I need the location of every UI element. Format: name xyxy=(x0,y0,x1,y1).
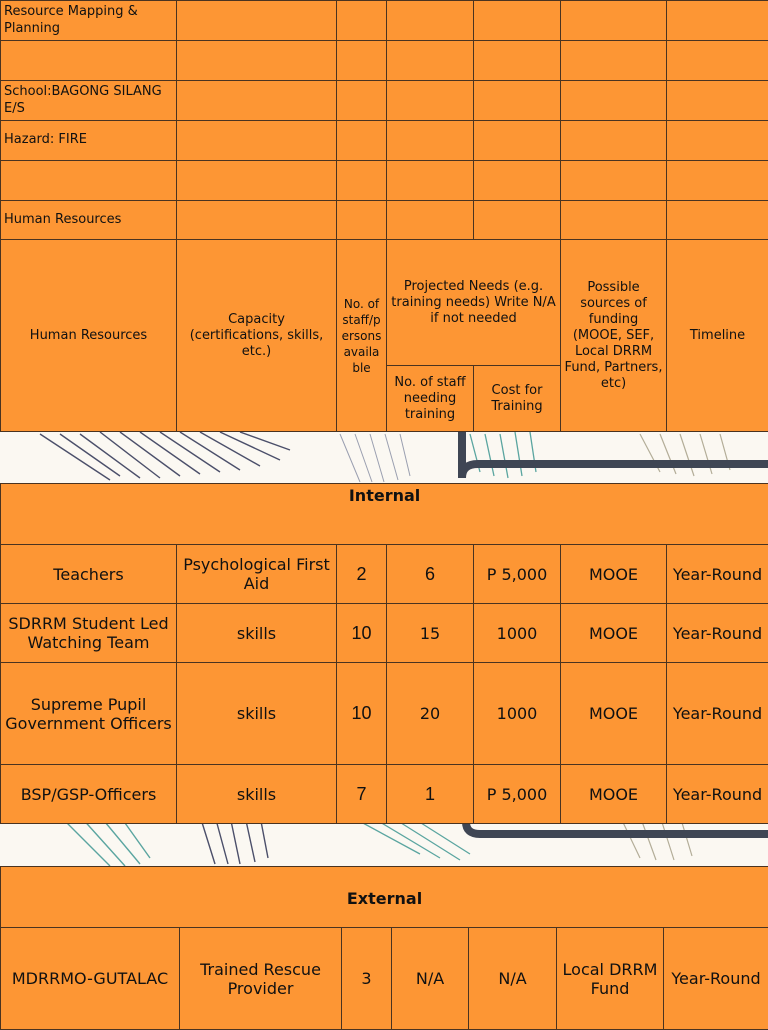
header-cost-for-training: Cost for Training xyxy=(474,366,561,432)
header-table xyxy=(0,239,768,432)
external-table xyxy=(0,866,768,1030)
table-row xyxy=(1,41,768,81)
header-timeline: Timeline xyxy=(667,240,768,432)
table-row xyxy=(1,201,768,241)
decorative-band xyxy=(0,432,768,484)
header-funding: Possible sources of funding (MOOE, SEF, Local DRRM Fund, Partners, etc) xyxy=(561,240,667,432)
header-human-resources: Human Resources xyxy=(1,240,177,432)
resource-planning-table xyxy=(0,0,768,241)
table-row xyxy=(1,1,768,41)
table-row: Supreme Pupil Government Officers skills 10 20 1000 MOOE Year-Round xyxy=(1,663,768,765)
header-projected-needs: Projected Needs (e.g. training needs) Write N/A if not needed xyxy=(387,240,561,366)
header-staff-available: No. of staff/persons available xyxy=(337,240,387,432)
title-cell: Resource Mapping & Planning xyxy=(1,1,177,41)
hazard-cell: Hazard: FIRE xyxy=(1,121,177,161)
internal-table xyxy=(0,483,768,824)
school-cell: School:BAGONG SILANG E/S xyxy=(1,81,177,121)
section-title-internal: Internal xyxy=(1,484,768,545)
table-row: BSP/GSP-Officers skills 7 1 P 5,000 MOOE Year-Round xyxy=(1,765,768,824)
table-row xyxy=(1,161,768,201)
section-label-cell: Human Resources xyxy=(1,201,177,241)
table-row: Teachers Psychological First Aid 2 6 P 5,000 MOOE Year-Round xyxy=(1,545,768,604)
table-row xyxy=(1,81,768,121)
feather-decoration-icon xyxy=(0,432,768,484)
table-row: SDRRM Student Led Watching Team skills 10 15 1000 MOOE Year-Round xyxy=(1,604,768,663)
table-row: MDRRMO-GUTALAC Trained Rescue Provider 3 N/A N/A Local DRRM Fund Year-Round xyxy=(1,928,768,1030)
table-row xyxy=(1,121,768,161)
header-staff-needing-training: No. of staff needing training xyxy=(387,366,474,432)
section-title-external: External xyxy=(1,867,768,928)
header-capacity: Capacity (certifications, skills, etc.) xyxy=(177,240,337,432)
